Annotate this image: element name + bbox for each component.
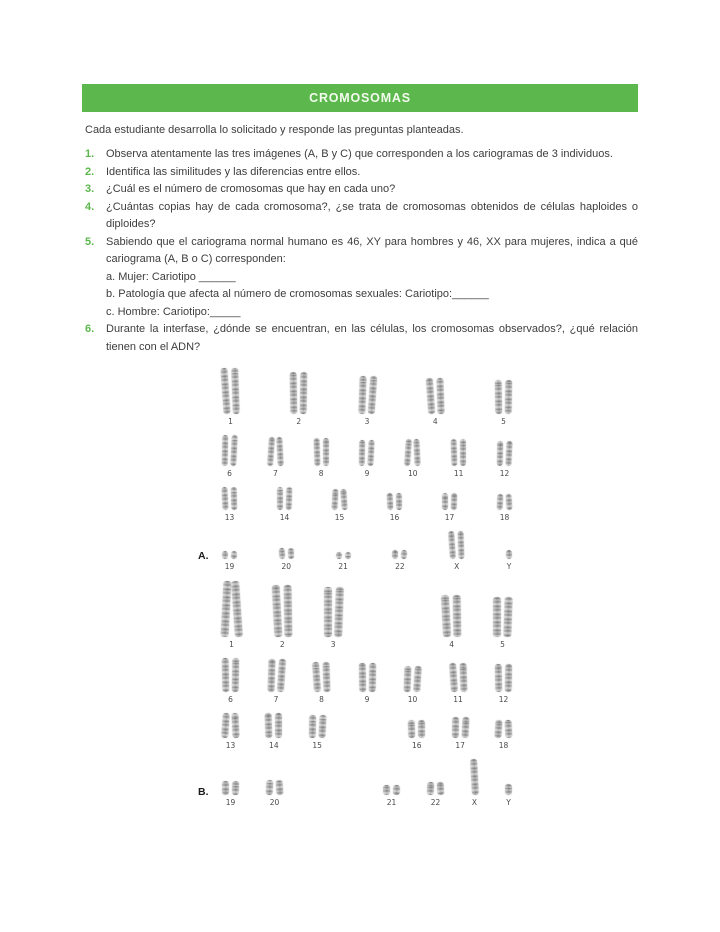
chromosome-group-Y xyxy=(506,550,512,571)
question-number: 5. xyxy=(85,235,95,248)
chromosome-group-16 xyxy=(387,493,402,522)
chromosome-pair xyxy=(442,493,457,510)
intro-text: Cada estudiante desarrolla lo solicitado y responde las preguntas planteadas. xyxy=(85,124,464,136)
chromosome-number-label: 18 xyxy=(498,741,509,750)
chromosome xyxy=(313,438,320,466)
chromosome xyxy=(300,372,308,414)
chromosome-group-9 xyxy=(359,663,376,704)
karyogram-label: B. xyxy=(198,786,209,798)
chromosome-pair xyxy=(277,487,292,510)
chromosome-pair xyxy=(359,663,376,692)
chromosome xyxy=(336,552,342,559)
karyogram-row xyxy=(222,531,512,571)
chromosome-pair xyxy=(266,780,283,795)
chromosome-number-label: 2 xyxy=(279,640,285,649)
chromosome xyxy=(278,548,285,559)
chromosome xyxy=(426,378,435,414)
chromosome-number-label: 10 xyxy=(407,695,418,704)
chromosome-number-label: 6 xyxy=(227,469,232,478)
karyogram-gap xyxy=(374,648,410,649)
chromosome-number-label: 16 xyxy=(412,741,422,750)
chromosome-group-6 xyxy=(222,658,239,704)
chromosome xyxy=(286,487,293,510)
chromosome-pair xyxy=(497,494,512,510)
chromosome xyxy=(396,493,402,510)
chromosome-pair xyxy=(359,440,374,466)
chromosome-group-7 xyxy=(268,437,283,478)
chromosome xyxy=(451,493,458,510)
chromosome-group-13 xyxy=(222,487,237,522)
chromosome xyxy=(340,489,347,510)
chromosome-number-label: 21 xyxy=(386,798,397,807)
question-subitem-b: b. Patología que afecta al número de cromosomas sexuales: Cariotipo:______ xyxy=(106,288,489,300)
chromosome-pair xyxy=(452,717,469,738)
chromosome xyxy=(451,439,458,466)
question-item-6 xyxy=(85,321,638,356)
chromosome xyxy=(368,440,375,466)
question-number: 1. xyxy=(85,148,95,160)
karyogram-row xyxy=(222,368,512,426)
chromosome xyxy=(458,531,465,559)
chromosome-group-16 xyxy=(408,720,425,750)
chromosome-pair xyxy=(495,720,512,738)
chromosome-number-label: 3 xyxy=(330,640,336,649)
chromosome-pair xyxy=(471,759,478,795)
chromosome xyxy=(503,597,512,637)
chromosome xyxy=(448,663,457,692)
chromosome xyxy=(497,441,503,466)
chromosome-pair xyxy=(495,664,512,692)
chromosome-number-label: 20 xyxy=(281,562,292,571)
chromosome xyxy=(266,780,274,795)
chromosome-pair xyxy=(222,713,239,738)
content-area xyxy=(82,84,638,817)
chromosome-number-label: 16 xyxy=(389,513,400,522)
question-item-3 xyxy=(85,181,638,199)
chromosome xyxy=(505,494,512,510)
chromosome xyxy=(231,368,240,414)
chromosome-pair xyxy=(383,785,400,795)
chromosome-number-label: 7 xyxy=(272,469,278,478)
chromosome xyxy=(308,715,315,738)
question-text-block xyxy=(106,199,638,234)
chromosome xyxy=(460,439,466,466)
chromosome-number-label: 9 xyxy=(364,695,370,704)
chromosome-pair xyxy=(309,715,326,738)
chromosome-number-label: X xyxy=(454,562,460,571)
question-subitem-a: a. Mujer: Cariotipo ______ xyxy=(106,270,236,283)
question-text: ¿Cuál es el número de cromosomas que hay en cada uno? xyxy=(106,183,396,195)
chromosome xyxy=(461,717,469,738)
chromosome-pair xyxy=(324,587,343,637)
chromosome-number-label: 1 xyxy=(228,417,233,426)
chromosome xyxy=(427,782,435,795)
chromosome xyxy=(493,597,501,637)
chromosome xyxy=(334,587,344,637)
chromosome-pair xyxy=(222,581,241,637)
chromosome xyxy=(323,438,329,466)
chromosome-number-label: 12 xyxy=(499,469,510,478)
chromosome-pair xyxy=(268,437,283,466)
chromosome xyxy=(275,713,282,738)
chromosome xyxy=(404,666,412,692)
chromosome xyxy=(413,666,422,692)
karyogram-row xyxy=(222,713,512,750)
chromosome xyxy=(383,785,390,795)
chromosome xyxy=(497,494,504,510)
chromosome-pair xyxy=(427,378,444,414)
chromosome-group-13 xyxy=(222,713,239,750)
question-text: Durante la interfase, ¿dónde se encuentran, en las células, los cromosomas observados?, ¿qué relación tienen con el ADN? xyxy=(106,323,638,353)
chromosome xyxy=(275,780,283,795)
chromosome xyxy=(283,585,292,637)
chromosome-group-18 xyxy=(497,494,512,522)
question-item-4 xyxy=(85,199,638,234)
chromosome xyxy=(231,713,239,738)
question-subitem-c: c. Hombre: Cariotipo:_____ xyxy=(106,305,241,318)
question-text-block xyxy=(106,146,638,164)
chromosome-group-11 xyxy=(451,439,466,478)
chromosome-group-2 xyxy=(290,372,307,426)
chromosome xyxy=(358,376,366,414)
chromosome-pair xyxy=(222,368,239,414)
chromosome-group-3 xyxy=(324,587,343,649)
chromosome-number-label: 17 xyxy=(455,741,465,750)
question-text: Sabiendo que el cariograma normal humano es 46, XY para hombres y 46, XX para mujeres, indica a qué cariograma (A, B o C) corresponden: xyxy=(106,235,638,265)
chromosome xyxy=(414,439,421,466)
chromosome-number-label: 6 xyxy=(228,695,233,704)
question-text-block xyxy=(106,181,638,199)
karyogram-gap xyxy=(310,806,356,807)
chromosome-pair xyxy=(450,663,467,692)
karyogram-section xyxy=(82,368,638,807)
chromosome-group-6 xyxy=(222,435,237,478)
chromosome-number-label: 11 xyxy=(453,695,463,704)
chromosome-group-22 xyxy=(392,550,407,571)
chromosome-group-8 xyxy=(314,438,329,478)
page-title: CROMOSOMAS xyxy=(309,91,411,105)
chromosome-pair xyxy=(405,439,420,466)
chromosome-group-2 xyxy=(273,585,292,649)
chromosome xyxy=(404,439,412,466)
question-text: ¿Cuántas copias hay de cada cromosoma?, ¿se trata de cromosomas obtenidos de células haploides o diploides? xyxy=(106,200,638,230)
chromosome xyxy=(505,380,513,414)
question-item-2 xyxy=(85,164,638,182)
chromosome-number-label: 2 xyxy=(296,417,302,426)
chromosome xyxy=(451,717,458,738)
chromosome-number-label: 20 xyxy=(269,798,280,807)
chromosome-pair xyxy=(336,552,351,559)
question-number: 3. xyxy=(85,183,95,195)
chromosome-group-20 xyxy=(279,548,294,571)
chromosome-group-12 xyxy=(497,441,512,478)
chromosome-pair xyxy=(290,372,307,414)
chromosome-number-label: 17 xyxy=(444,513,455,522)
karyogram-row xyxy=(222,759,512,807)
chromosome xyxy=(436,378,444,414)
chromosome xyxy=(220,368,230,414)
chromosome xyxy=(367,376,377,414)
chromosome xyxy=(442,493,448,510)
chromosome-pair xyxy=(268,659,285,692)
chromosome-group-21 xyxy=(383,785,400,807)
chromosome-number-label: 7 xyxy=(273,695,279,704)
chromosome-group-21 xyxy=(336,552,351,571)
chromosome-group-4 xyxy=(427,378,444,426)
chromosome-group-19 xyxy=(222,551,237,571)
chromosome-number-label: 19 xyxy=(225,798,236,807)
chromosome xyxy=(505,784,512,795)
chromosome-group-19 xyxy=(222,781,239,807)
chromosome xyxy=(345,552,351,559)
chromosome xyxy=(506,550,512,559)
chromosome-pair xyxy=(493,597,512,637)
chromosome xyxy=(441,595,451,637)
chromosome-number-label: 9 xyxy=(364,469,370,478)
chromosome-number-label: 22 xyxy=(430,798,441,807)
question-item-1 xyxy=(85,146,638,164)
chromosome xyxy=(267,437,275,466)
chromosome-pair xyxy=(449,531,464,559)
karyogram-a xyxy=(198,368,512,571)
chromosome-pair xyxy=(495,380,512,414)
chromosome-group-15 xyxy=(332,489,347,522)
chromosome-pair xyxy=(332,489,347,510)
chromosome xyxy=(230,435,238,466)
question-text-block xyxy=(106,164,638,182)
chromosome xyxy=(290,372,298,414)
chromosome xyxy=(453,595,462,637)
chromosome-group-Y xyxy=(505,784,512,807)
chromosome xyxy=(505,441,512,466)
chromosome xyxy=(437,782,445,795)
chromosome xyxy=(495,664,502,692)
chromosome-pair xyxy=(222,487,237,510)
question-number: 2. xyxy=(85,165,95,178)
chromosome xyxy=(221,487,228,510)
karyogram-row xyxy=(222,435,512,478)
chromosome-group-12 xyxy=(495,664,512,704)
chromosome-number-label: 3 xyxy=(364,417,370,426)
chromosome-number-label: 15 xyxy=(312,741,322,750)
chromosome-number-label: 14 xyxy=(279,513,290,522)
chromosome-pair xyxy=(314,438,329,466)
chromosome xyxy=(359,440,365,466)
chromosome xyxy=(271,585,282,637)
karyogram-b xyxy=(198,581,512,807)
chromosome-group-14 xyxy=(277,487,292,522)
chromosome-number-label: 11 xyxy=(453,469,464,478)
chromosome xyxy=(318,715,326,738)
chromosome-pair xyxy=(442,595,461,637)
chromosome xyxy=(222,551,228,559)
chromosome-pair xyxy=(222,781,239,795)
chromosome-pair xyxy=(451,439,466,466)
chromosome-pair xyxy=(497,441,512,466)
karyogram-row xyxy=(222,581,512,649)
question-item-5 xyxy=(85,234,638,322)
chromosome-number-label: X xyxy=(471,798,478,807)
chromosome-pair xyxy=(222,551,237,559)
chromosome xyxy=(312,662,321,692)
chromosome-number-label: 15 xyxy=(334,513,345,522)
chromosome-pair xyxy=(222,435,237,466)
chromosome xyxy=(358,663,366,692)
chromosome-group-1 xyxy=(222,581,241,649)
chromosome xyxy=(231,551,238,559)
chromosome-number-label: 12 xyxy=(498,695,509,704)
chromosome xyxy=(459,663,467,692)
chromosome xyxy=(265,713,273,738)
chromosome-pair xyxy=(408,720,425,738)
chromosome xyxy=(231,581,243,637)
chromosome-pair xyxy=(265,713,282,738)
chromosome xyxy=(368,663,376,692)
chromosome xyxy=(276,437,284,466)
chromosome-number-label: 1 xyxy=(229,640,234,649)
question-number: 6. xyxy=(85,323,95,335)
chromosome xyxy=(418,720,425,738)
question-list xyxy=(82,146,638,356)
chromosome xyxy=(222,435,229,466)
chromosome-group-1 xyxy=(222,368,239,426)
chromosome-number-label: 10 xyxy=(408,469,418,478)
chromosome-number-label: 14 xyxy=(269,741,279,750)
question-text-block xyxy=(106,234,638,322)
karyogram-label: A. xyxy=(198,550,209,562)
chromosome xyxy=(222,658,230,692)
chromosome-group-X xyxy=(449,531,464,571)
chromosome-number-label: 19 xyxy=(224,562,235,571)
chromosome-group-9 xyxy=(359,440,374,478)
chromosome-pair xyxy=(313,662,330,692)
chromosome-group-5 xyxy=(495,380,512,426)
chromosome xyxy=(331,489,338,510)
chromosome-pair xyxy=(359,376,376,414)
chromosome-pair xyxy=(279,548,294,559)
chromosome xyxy=(232,781,239,795)
chromosome-number-label: 21 xyxy=(338,562,348,571)
chromosome xyxy=(276,659,285,692)
chromosome-pair xyxy=(273,585,292,637)
chromosome-pair xyxy=(506,550,512,559)
karyogram-row xyxy=(222,487,512,522)
chromosome-group-14 xyxy=(265,713,282,750)
chromosome-group-20 xyxy=(266,780,283,807)
chromosome-pair xyxy=(505,784,512,795)
chromosome-group-22 xyxy=(427,782,444,807)
chromosome-number-label: 5 xyxy=(501,417,506,426)
chromosome-group-7 xyxy=(268,659,285,704)
chromosome-number-label: 5 xyxy=(500,640,505,649)
chromosome-pair xyxy=(387,493,402,510)
chromosome-group-X xyxy=(471,759,478,807)
chromosome-group-4 xyxy=(442,595,461,649)
chromosome xyxy=(322,662,330,692)
chromosome-number-label: 18 xyxy=(499,513,510,522)
chromosome xyxy=(495,380,503,414)
chromosome-group-15 xyxy=(309,715,326,750)
chromosome-pair xyxy=(222,658,239,692)
chromosome-number-label: 4 xyxy=(432,417,438,426)
karyogram-gap xyxy=(352,749,382,750)
chromosome xyxy=(277,487,283,510)
chromosome xyxy=(470,759,479,795)
chromosome-number-label: Y xyxy=(506,798,511,807)
chromosome xyxy=(408,720,416,738)
chromosome xyxy=(231,487,237,510)
chromosome-pair xyxy=(427,782,444,795)
chromosome xyxy=(494,720,502,738)
question-text: Observa atentamente las tres imágenes (A, B y C) que corresponden a los cariogramas de 3 individuos. xyxy=(106,148,613,160)
chromosome xyxy=(288,548,294,559)
chromosome-group-10 xyxy=(405,439,420,478)
chromosome xyxy=(401,550,408,559)
chromosome-group-11 xyxy=(450,663,467,704)
chromosome-number-label: 22 xyxy=(395,562,405,571)
chromosome-number-label: Y xyxy=(506,562,512,571)
chromosome-pair xyxy=(404,666,421,692)
chromosome-group-17 xyxy=(442,493,457,522)
chromosome xyxy=(222,781,229,795)
chromosome-pair xyxy=(392,550,407,559)
chromosome xyxy=(448,531,456,559)
chromosome-group-3 xyxy=(359,376,376,426)
chromosome xyxy=(392,550,398,559)
question-number: 4. xyxy=(85,200,95,213)
chromosome-group-8 xyxy=(313,662,330,704)
header-bar xyxy=(82,84,638,112)
chromosome xyxy=(221,713,230,738)
chromosome xyxy=(232,658,240,692)
karyogram-row xyxy=(222,658,512,704)
chromosome xyxy=(324,587,332,637)
chromosome xyxy=(267,659,275,692)
chromosome xyxy=(221,581,232,637)
chromosome-group-18 xyxy=(495,720,512,750)
chromosome-number-label: 8 xyxy=(319,695,324,704)
question-text: Identifica las similitudes y las diferencias entre ellos. xyxy=(106,165,361,178)
chromosome xyxy=(387,493,394,510)
chromosome-group-5 xyxy=(493,597,512,649)
chromosome-group-17 xyxy=(452,717,469,750)
chromosome-group-10 xyxy=(404,666,421,704)
question-text-block xyxy=(106,321,638,356)
chromosome-number-label: 4 xyxy=(449,640,455,649)
chromosome xyxy=(393,785,400,795)
chromosome xyxy=(505,664,512,692)
chromosome xyxy=(505,720,513,738)
chromosome-number-label: 13 xyxy=(224,513,235,522)
chromosome-number-label: 13 xyxy=(225,741,236,750)
chromosome-number-label: 8 xyxy=(318,469,324,478)
